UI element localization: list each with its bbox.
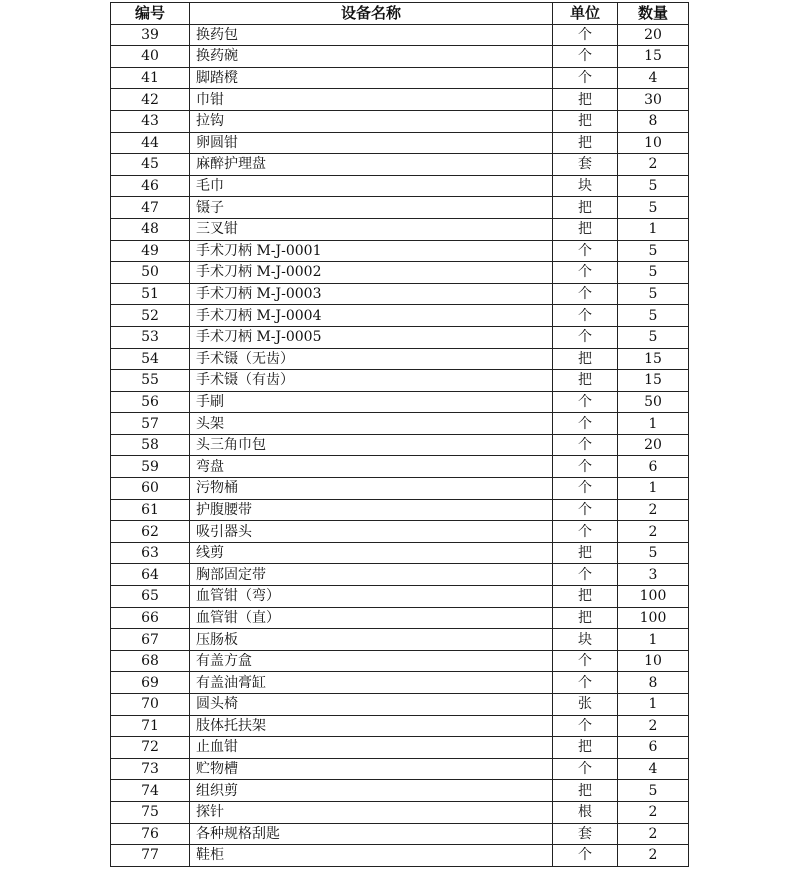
row-equipment-name: 手术刀柄 M-J-0005 — [190, 326, 553, 348]
row-quantity: 2 — [618, 845, 689, 867]
row-number: 61 — [111, 499, 190, 521]
row-unit: 把 — [553, 348, 618, 370]
table-row — [111, 478, 689, 500]
row-quantity: 1 — [618, 629, 689, 651]
row-number: 73 — [111, 758, 190, 780]
row-number: 42 — [111, 89, 190, 111]
row-unit: 个 — [553, 478, 618, 500]
table-row — [111, 434, 689, 456]
row-number: 69 — [111, 672, 190, 694]
row-equipment-name: 鞋柜 — [190, 845, 553, 867]
row-unit: 个 — [553, 499, 618, 521]
row-equipment-name: 弯盘 — [190, 456, 553, 478]
row-unit: 个 — [553, 672, 618, 694]
row-number: 75 — [111, 801, 190, 823]
table-row — [111, 672, 689, 694]
table-row — [111, 694, 689, 716]
table-row — [111, 370, 689, 392]
row-equipment-name: 手术刀柄 M-J-0003 — [190, 283, 553, 305]
row-equipment-name: 有盖油膏缸 — [190, 672, 553, 694]
row-quantity: 6 — [618, 456, 689, 478]
row-equipment-name: 换药碗 — [190, 46, 553, 68]
row-unit: 把 — [553, 542, 618, 564]
row-number: 51 — [111, 283, 190, 305]
row-unit: 个 — [553, 46, 618, 68]
table-row — [111, 845, 689, 867]
row-equipment-name: 头三角巾包 — [190, 434, 553, 456]
row-quantity: 3 — [618, 564, 689, 586]
table-row — [111, 542, 689, 564]
row-quantity: 15 — [618, 370, 689, 392]
row-equipment-name: 圆头椅 — [190, 694, 553, 716]
row-quantity: 6 — [618, 737, 689, 759]
table-row — [111, 326, 689, 348]
row-number: 71 — [111, 715, 190, 737]
row-equipment-name: 吸引器头 — [190, 521, 553, 543]
row-number: 72 — [111, 737, 190, 759]
row-quantity: 4 — [618, 67, 689, 89]
row-unit: 把 — [553, 586, 618, 608]
row-quantity: 2 — [618, 521, 689, 543]
row-equipment-name: 血管钳（弯） — [190, 586, 553, 608]
row-quantity: 5 — [618, 326, 689, 348]
row-number: 54 — [111, 348, 190, 370]
row-number: 40 — [111, 46, 190, 68]
row-unit: 个 — [553, 305, 618, 327]
row-quantity: 5 — [618, 780, 689, 802]
row-equipment-name: 手术镊（无齿） — [190, 348, 553, 370]
row-equipment-name: 贮物槽 — [190, 758, 553, 780]
row-unit: 套 — [553, 154, 618, 176]
table-row — [111, 262, 689, 284]
row-equipment-name: 脚踏櫈 — [190, 67, 553, 89]
row-equipment-name: 止血钳 — [190, 737, 553, 759]
table-row — [111, 629, 689, 651]
table-row — [111, 197, 689, 219]
row-equipment-name: 镊子 — [190, 197, 553, 219]
row-equipment-name: 手术镊（有齿） — [190, 370, 553, 392]
row-unit: 把 — [553, 780, 618, 802]
table-row — [111, 413, 689, 435]
row-quantity: 5 — [618, 305, 689, 327]
row-quantity: 1 — [618, 218, 689, 240]
table-row — [111, 89, 689, 111]
row-equipment-name: 麻醉护理盘 — [190, 154, 553, 176]
row-equipment-name: 线剪 — [190, 542, 553, 564]
row-unit: 根 — [553, 801, 618, 823]
row-equipment-name: 肢体托扶架 — [190, 715, 553, 737]
row-unit: 套 — [553, 823, 618, 845]
row-quantity: 15 — [618, 348, 689, 370]
row-quantity: 5 — [618, 542, 689, 564]
table-row — [111, 240, 689, 262]
row-quantity: 15 — [618, 46, 689, 68]
row-quantity: 5 — [618, 197, 689, 219]
table-row — [111, 564, 689, 586]
row-unit: 个 — [553, 283, 618, 305]
header-equipment-name: 设备名称 — [190, 3, 553, 25]
row-quantity: 4 — [618, 758, 689, 780]
row-number: 48 — [111, 218, 190, 240]
row-number: 58 — [111, 434, 190, 456]
row-quantity: 8 — [618, 110, 689, 132]
row-unit: 个 — [553, 715, 618, 737]
row-unit: 个 — [553, 262, 618, 284]
row-number: 46 — [111, 175, 190, 197]
row-number: 76 — [111, 823, 190, 845]
row-unit: 个 — [553, 456, 618, 478]
row-unit: 把 — [553, 110, 618, 132]
header-quantity: 数量 — [618, 3, 689, 25]
row-number: 50 — [111, 262, 190, 284]
row-equipment-name: 头架 — [190, 413, 553, 435]
row-number: 57 — [111, 413, 190, 435]
table-row — [111, 586, 689, 608]
row-quantity: 10 — [618, 132, 689, 154]
table-row — [111, 499, 689, 521]
row-equipment-name: 换药包 — [190, 24, 553, 46]
row-number: 66 — [111, 607, 190, 629]
row-equipment-name: 毛巾 — [190, 175, 553, 197]
row-unit: 把 — [553, 89, 618, 111]
row-number: 74 — [111, 780, 190, 802]
row-number: 52 — [111, 305, 190, 327]
row-equipment-name: 手术刀柄 M-J-0002 — [190, 262, 553, 284]
row-equipment-name: 压肠板 — [190, 629, 553, 651]
table-row — [111, 521, 689, 543]
row-quantity: 5 — [618, 262, 689, 284]
row-number: 55 — [111, 370, 190, 392]
table-row — [111, 758, 689, 780]
table-row — [111, 456, 689, 478]
table-row — [111, 737, 689, 759]
row-equipment-name: 有盖方盒 — [190, 650, 553, 672]
row-quantity: 5 — [618, 283, 689, 305]
row-number: 68 — [111, 650, 190, 672]
row-quantity: 20 — [618, 24, 689, 46]
row-equipment-name: 手刷 — [190, 391, 553, 413]
row-unit: 把 — [553, 132, 618, 154]
table-row — [111, 348, 689, 370]
table-row — [111, 175, 689, 197]
row-quantity: 2 — [618, 823, 689, 845]
row-quantity: 2 — [618, 499, 689, 521]
row-number: 63 — [111, 542, 190, 564]
row-equipment-name: 卵圆钳 — [190, 132, 553, 154]
table-row — [111, 110, 689, 132]
row-unit: 块 — [553, 629, 618, 651]
table-row — [111, 823, 689, 845]
row-number: 59 — [111, 456, 190, 478]
row-quantity: 1 — [618, 413, 689, 435]
row-number: 62 — [111, 521, 190, 543]
row-quantity: 8 — [618, 672, 689, 694]
row-equipment-name: 组织剪 — [190, 780, 553, 802]
table-row — [111, 391, 689, 413]
row-equipment-name: 各种规格刮匙 — [190, 823, 553, 845]
row-unit: 个 — [553, 650, 618, 672]
table-row — [111, 132, 689, 154]
row-quantity: 2 — [618, 801, 689, 823]
row-number: 39 — [111, 24, 190, 46]
row-quantity: 100 — [618, 586, 689, 608]
row-quantity: 2 — [618, 715, 689, 737]
row-unit: 把 — [553, 197, 618, 219]
table-row — [111, 607, 689, 629]
row-quantity: 20 — [618, 434, 689, 456]
table-row — [111, 801, 689, 823]
row-unit: 把 — [553, 370, 618, 392]
row-unit: 个 — [553, 240, 618, 262]
row-number: 47 — [111, 197, 190, 219]
row-quantity: 30 — [618, 89, 689, 111]
row-number: 53 — [111, 326, 190, 348]
table-body — [111, 24, 689, 866]
equipment-table — [110, 2, 689, 867]
row-equipment-name: 巾钳 — [190, 89, 553, 111]
row-quantity: 100 — [618, 607, 689, 629]
row-unit: 个 — [553, 758, 618, 780]
row-unit: 把 — [553, 607, 618, 629]
row-number: 49 — [111, 240, 190, 262]
row-equipment-name: 胸部固定带 — [190, 564, 553, 586]
table-row — [111, 715, 689, 737]
row-number: 45 — [111, 154, 190, 176]
row-quantity: 2 — [618, 154, 689, 176]
row-number: 41 — [111, 67, 190, 89]
table-header-row — [111, 3, 689, 25]
row-equipment-name: 手术刀柄 M-J-0001 — [190, 240, 553, 262]
row-equipment-name: 污物桶 — [190, 478, 553, 500]
row-equipment-name: 护腹腰带 — [190, 499, 553, 521]
row-number: 65 — [111, 586, 190, 608]
row-unit: 个 — [553, 434, 618, 456]
row-number: 56 — [111, 391, 190, 413]
table-row — [111, 24, 689, 46]
row-equipment-name: 拉钩 — [190, 110, 553, 132]
row-unit: 把 — [553, 218, 618, 240]
table-row — [111, 67, 689, 89]
row-equipment-name: 探针 — [190, 801, 553, 823]
row-quantity: 5 — [618, 175, 689, 197]
table-row — [111, 46, 689, 68]
row-quantity: 50 — [618, 391, 689, 413]
row-number: 44 — [111, 132, 190, 154]
row-number: 67 — [111, 629, 190, 651]
row-number: 64 — [111, 564, 190, 586]
row-unit: 个 — [553, 521, 618, 543]
row-unit: 个 — [553, 326, 618, 348]
row-equipment-name: 三叉钳 — [190, 218, 553, 240]
row-number: 70 — [111, 694, 190, 716]
row-quantity: 10 — [618, 650, 689, 672]
table-row — [111, 283, 689, 305]
row-equipment-name: 血管钳（直） — [190, 607, 553, 629]
row-unit: 个 — [553, 67, 618, 89]
row-equipment-name: 手术刀柄 M-J-0004 — [190, 305, 553, 327]
row-quantity: 5 — [618, 240, 689, 262]
table-row — [111, 780, 689, 802]
table-row — [111, 650, 689, 672]
row-unit: 把 — [553, 737, 618, 759]
row-quantity: 1 — [618, 478, 689, 500]
row-unit: 张 — [553, 694, 618, 716]
table-row — [111, 305, 689, 327]
header-number: 编号 — [111, 3, 190, 25]
row-unit: 块 — [553, 175, 618, 197]
table-row — [111, 154, 689, 176]
row-quantity: 1 — [618, 694, 689, 716]
row-unit: 个 — [553, 391, 618, 413]
row-unit: 个 — [553, 845, 618, 867]
row-number: 77 — [111, 845, 190, 867]
row-unit: 个 — [553, 24, 618, 46]
table-row — [111, 218, 689, 240]
row-number: 43 — [111, 110, 190, 132]
row-unit: 个 — [553, 564, 618, 586]
header-unit: 单位 — [553, 3, 618, 25]
row-number: 60 — [111, 478, 190, 500]
row-unit: 个 — [553, 413, 618, 435]
